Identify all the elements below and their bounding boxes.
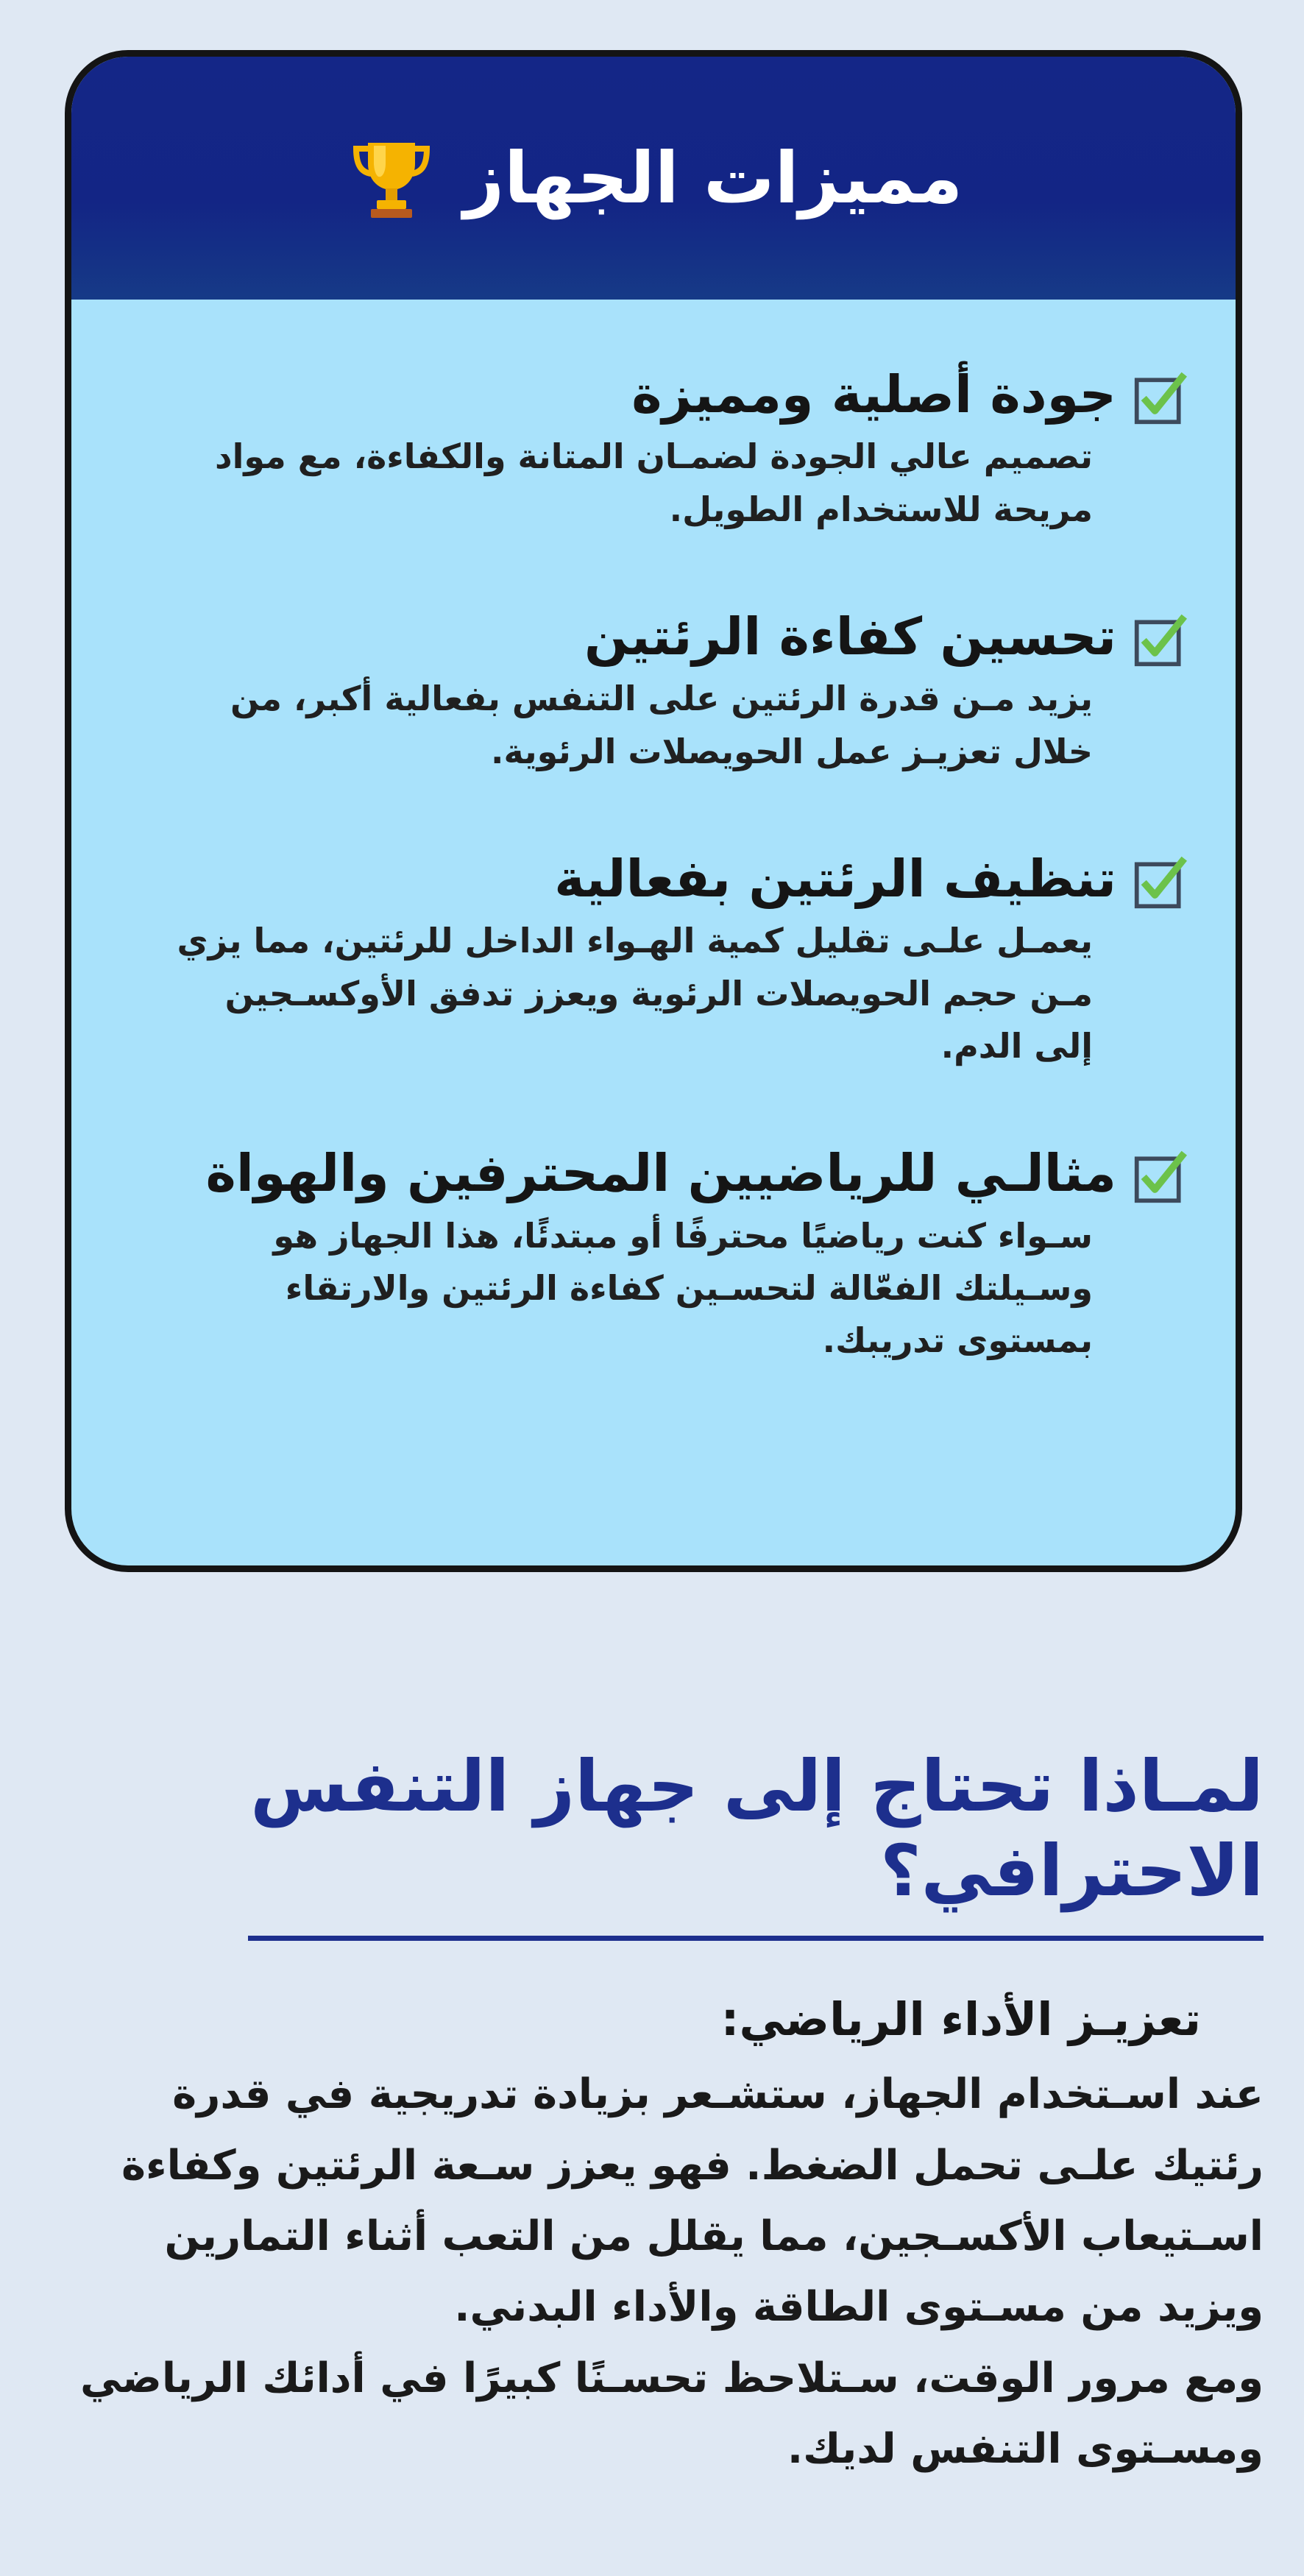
check-box-icon [1133, 1149, 1188, 1205]
feature-item [118, 608, 1188, 778]
features-card [65, 50, 1242, 1572]
check-box-icon [1133, 370, 1188, 426]
feature-description: يزيد مـن قدرة الرئتين على التنفس بفعالية أكبر، من خلال تعزيـز عمل الحويصلات الرئوية. [230, 679, 1093, 771]
feature-body [118, 366, 1116, 536]
feature-item [118, 1144, 1188, 1367]
check-box-icon [1133, 854, 1188, 910]
feature-body [118, 850, 1116, 1072]
features-card-title: مميزات الجهاز [463, 137, 963, 219]
feature-description: تصميم عالي الجودة لضمـان المتانة والكفاءة، مع مواد مريحة للاستخدام الطويل. [215, 436, 1093, 529]
feature-item [118, 366, 1188, 536]
feature-title: مثالـي للرياضيين المحترفين والهواة [205, 1143, 1116, 1204]
feature-item [118, 850, 1188, 1072]
features-list [71, 300, 1236, 1367]
why-paragraph-2: ومع مرور الوقت، سـتلاحظ تحسـنًا كبيرًا في أدائك الرياضي ومسـتوى التنفس لديك. [80, 2354, 1264, 2473]
features-card-header [71, 57, 1236, 300]
feature-title: تنظيف الرئتين بفعالية [554, 848, 1116, 909]
heading-divider [248, 1936, 1264, 1941]
feature-description: سـواء كنت رياضيًا محترفًا أو مبتدئًا، هذا الجهاز هو وسـيلتك الفعّالة لتحسـين كفاءة الرئتين والارتقاء بمستوى تدريبك. [273, 1215, 1093, 1361]
why-subheading: تعزيـز الأداء الرياضي: [720, 1992, 1201, 2047]
feature-body [118, 1144, 1116, 1367]
why-heading: لمـاذا تحتاج إلى جهاز التنفس الاحترافي؟ [250, 1745, 1264, 1913]
check-box-icon [1133, 612, 1188, 668]
feature-title: تحسين كفاءة الرئتين [584, 606, 1116, 667]
why-paragraph: عند اسـتخدام الجهاز، ستشـعر بزيادة تدريجية في قدرة رئتيك علـى تحمل الضغط. فهو يعزز سـعة الرئتين وكفاءة اسـتيعاب الأكسـجين، مما يقلل من التعب أثناء التمارين ويزيد من مسـتوى الطاقة والأداء البدني. [121, 2070, 1264, 2332]
why-section [0, 1744, 1304, 2485]
feature-body [118, 608, 1116, 778]
feature-description: يعمـل علـى تقليل كمية الهـواء الداخل للرئتين، مما يزي مـن حجم الحويصلات الرئوية ويعزز تدفق الأوكسـجين إلى الدم. [177, 921, 1093, 1066]
feature-title: جودة أصلية ومميزة [631, 364, 1116, 425]
trophy-icon [344, 131, 439, 225]
